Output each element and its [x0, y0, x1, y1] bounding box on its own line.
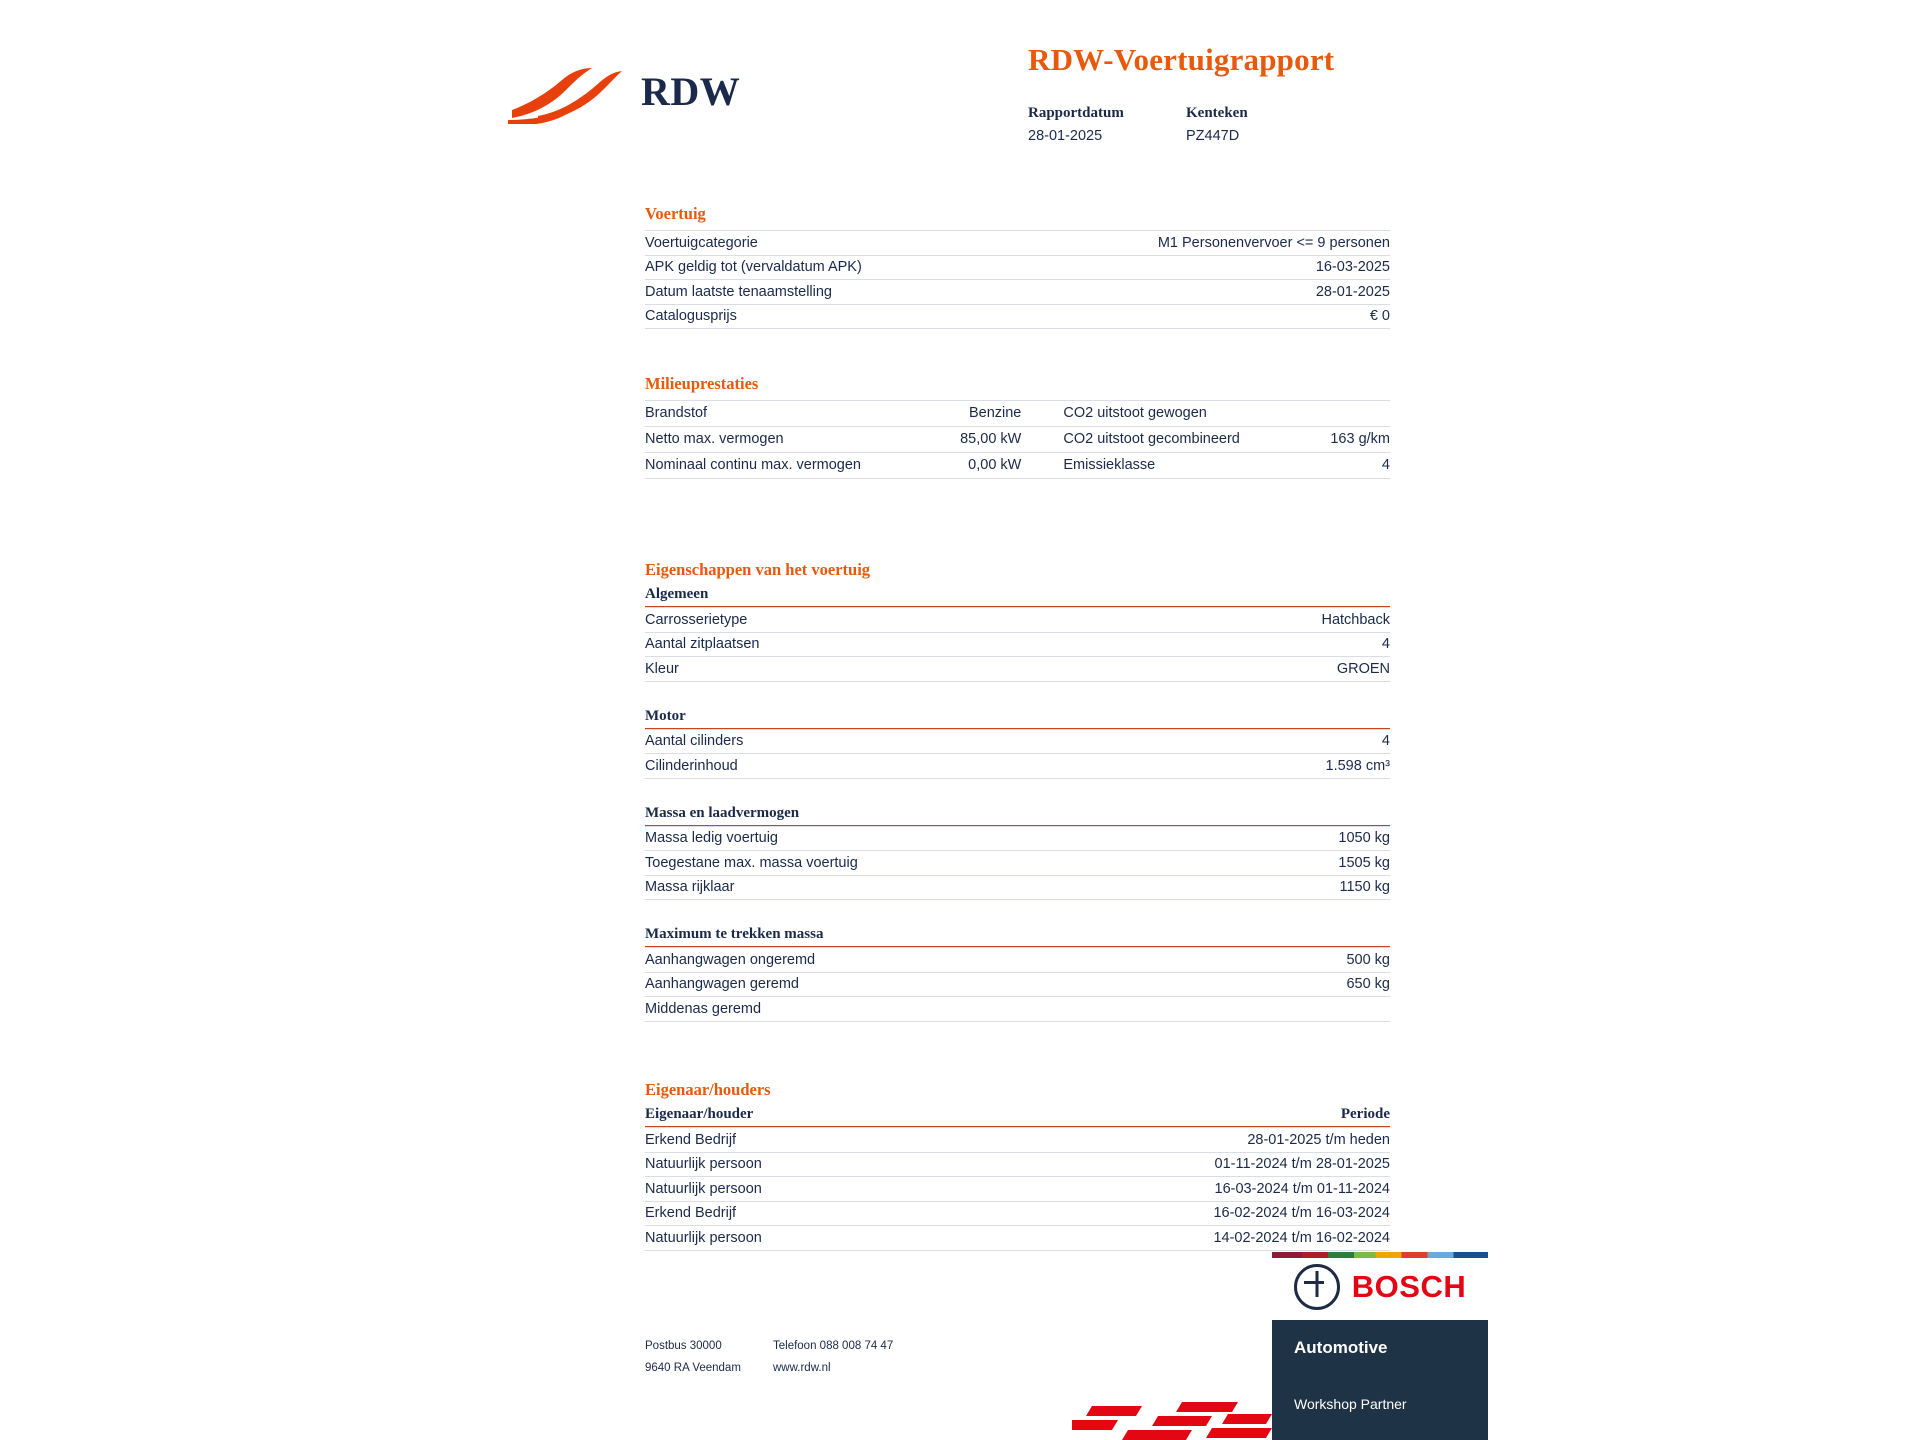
row-label: Cilinderinhoud	[645, 754, 1095, 779]
row-value-2: 4	[1280, 453, 1390, 479]
table-row	[645, 401, 1390, 427]
table-row	[645, 657, 1390, 682]
owner-name: Natuurlijk persoon	[645, 1226, 942, 1251]
table-row	[645, 1152, 1390, 1177]
group-title: Massa en laadvermogen	[645, 805, 1390, 826]
row-value: 650 kg	[1238, 972, 1390, 997]
section-title-environment: Milieuprestaties	[645, 374, 759, 393]
row-value: 1150 kg	[1245, 875, 1390, 900]
table-row	[645, 851, 1390, 876]
motor-table	[645, 729, 1390, 779]
row-label: APK geldig tot (vervaldatum APK)	[645, 255, 1005, 280]
owner-period: 16-03-2024 t/m 01-11-2024	[942, 1177, 1390, 1202]
owner-period: 01-11-2024 t/m 28-01-2025	[942, 1152, 1390, 1177]
group-title: Maximum te trekken massa	[645, 926, 1390, 947]
owner-period: 28-01-2025 t/m heden	[942, 1128, 1390, 1153]
owner-name: Erkend Bedrijf	[645, 1201, 942, 1226]
table-row	[645, 972, 1390, 997]
row-value: € 0	[1005, 304, 1390, 329]
row-value: 500 kg	[1238, 948, 1390, 973]
footer-phone: Telefoon 088 008 74 47	[773, 1340, 894, 1352]
row-label: Kleur	[645, 657, 1111, 682]
section-vehicle	[645, 204, 1390, 329]
environment-table	[645, 400, 1390, 479]
row-label-2: Emissieklasse	[1035, 453, 1280, 479]
row-value: 1050 kg	[1245, 826, 1390, 851]
row-label: Nominaal continu max. vermogen	[645, 453, 903, 479]
partner-badge	[1272, 1320, 1488, 1440]
row-label: Massa ledig voertuig	[645, 826, 1245, 851]
row-value: 28-01-2025	[1005, 280, 1390, 305]
row-label: Voertuigcategorie	[645, 231, 1005, 256]
owner-period: 14-02-2024 t/m 16-02-2024	[942, 1226, 1390, 1251]
row-value: 1.598 cm³	[1095, 754, 1390, 779]
rdw-logo	[508, 40, 808, 130]
row-value: 1505 kg	[1245, 851, 1390, 876]
table-row	[645, 875, 1390, 900]
table-row	[645, 1201, 1390, 1226]
bosch-logo	[1272, 1258, 1488, 1316]
row-label: Massa rijklaar	[645, 875, 1245, 900]
red-stripes-graphic	[1072, 1390, 1272, 1440]
table-row	[645, 304, 1390, 329]
row-value	[1238, 997, 1390, 1022]
bosch-wordmark: BOSCH	[1351, 1269, 1467, 1304]
table-row	[645, 754, 1390, 779]
row-value: 0,00 kW	[903, 453, 1035, 479]
table-row	[645, 1177, 1390, 1202]
table-row	[645, 427, 1390, 453]
table-row	[645, 255, 1390, 280]
property-group-algemeen	[645, 586, 1390, 682]
algemeen-table	[645, 607, 1390, 682]
table-row	[645, 231, 1390, 256]
row-value-2: 163 g/km	[1280, 427, 1390, 453]
owner-name: Natuurlijk persoon	[645, 1152, 942, 1177]
property-group-trekken	[645, 926, 1390, 1022]
report-date-label: Rapportdatum	[1028, 105, 1124, 121]
owners-header	[645, 1106, 1390, 1127]
owners-col-period: Periode	[1340, 1106, 1390, 1122]
plate-label: Kenteken	[1186, 105, 1248, 121]
row-label: Carrosserietype	[645, 608, 1111, 633]
row-label: Catalogusprijs	[645, 304, 1005, 329]
footer-postbus: Postbus 30000	[645, 1340, 722, 1352]
owners-col-owner: Eigenaar/houder	[645, 1106, 754, 1122]
row-value-2	[1280, 401, 1390, 427]
row-label-2: CO2 uitstoot gecombineerd	[1035, 427, 1280, 453]
row-label: Aanhangwagen geremd	[645, 972, 1238, 997]
section-title-owners: Eigenaar/houders	[645, 1080, 771, 1099]
table-row	[645, 608, 1390, 633]
row-value: GROEN	[1111, 657, 1390, 682]
table-row	[645, 280, 1390, 305]
owner-name: Erkend Bedrijf	[645, 1128, 942, 1153]
footer-city: 9640 RA Veendam	[645, 1362, 741, 1374]
partner-role: Workshop Partner	[1294, 1396, 1407, 1412]
section-title-vehicle: Voertuig	[645, 204, 706, 223]
group-title: Motor	[645, 708, 1390, 729]
property-group-motor	[645, 708, 1390, 779]
property-group-massa	[645, 805, 1390, 901]
row-value: 4	[1095, 729, 1390, 754]
bosch-armature-icon	[1294, 1264, 1340, 1310]
row-value: M1 Personenvervoer <= 9 personen	[1005, 231, 1390, 256]
row-label: Brandstof	[645, 401, 903, 427]
row-label: Datum laatste tenaamstelling	[645, 280, 1005, 305]
partner-division: Automotive	[1294, 1338, 1388, 1357]
row-value: 85,00 kW	[903, 427, 1035, 453]
massa-table	[645, 826, 1390, 901]
row-value: Benzine	[903, 401, 1035, 427]
table-row	[645, 1128, 1390, 1153]
footer-address	[645, 1335, 1045, 1379]
row-label: Aantal zitplaatsen	[645, 632, 1111, 657]
rdw-logo-text: RDW	[641, 69, 741, 114]
report-title: RDW-Voertuigrapport	[1028, 42, 1335, 77]
vehicle-table	[645, 230, 1390, 329]
section-owners	[645, 1080, 1390, 1251]
rdw-logo-icon	[508, 64, 624, 126]
row-value: 16-03-2025	[1005, 255, 1390, 280]
footer-website[interactable]: www.rdw.nl	[773, 1362, 831, 1374]
row-value: 4	[1111, 632, 1390, 657]
table-row	[645, 997, 1390, 1022]
plate-value: PZ447D	[1186, 128, 1240, 144]
section-environment	[645, 374, 1390, 479]
table-row	[645, 826, 1390, 851]
row-label: Toegestane max. massa voertuig	[645, 851, 1245, 876]
row-label-2: CO2 uitstoot gewogen	[1035, 401, 1280, 427]
table-row	[645, 453, 1390, 479]
table-row	[645, 1226, 1390, 1251]
row-value: Hatchback	[1111, 608, 1390, 633]
group-title: Algemeen	[645, 586, 1390, 607]
owners-table	[645, 1127, 1390, 1251]
table-row	[645, 729, 1390, 754]
owner-name: Natuurlijk persoon	[645, 1177, 942, 1202]
table-row	[645, 632, 1390, 657]
row-label: Netto max. vermogen	[645, 427, 903, 453]
section-properties	[645, 560, 1390, 1022]
trekken-table	[645, 947, 1390, 1022]
section-title-properties: Eigenschappen van het voertuig	[645, 560, 871, 579]
report-date-value: 28-01-2025	[1028, 128, 1103, 144]
owner-period: 16-02-2024 t/m 16-03-2024	[942, 1201, 1390, 1226]
row-label: Aanhangwagen ongeremd	[645, 948, 1238, 973]
row-label: Middenas geremd	[645, 997, 1238, 1022]
row-label: Aantal cilinders	[645, 729, 1095, 754]
report-meta	[1028, 105, 1528, 144]
table-row	[645, 948, 1390, 973]
